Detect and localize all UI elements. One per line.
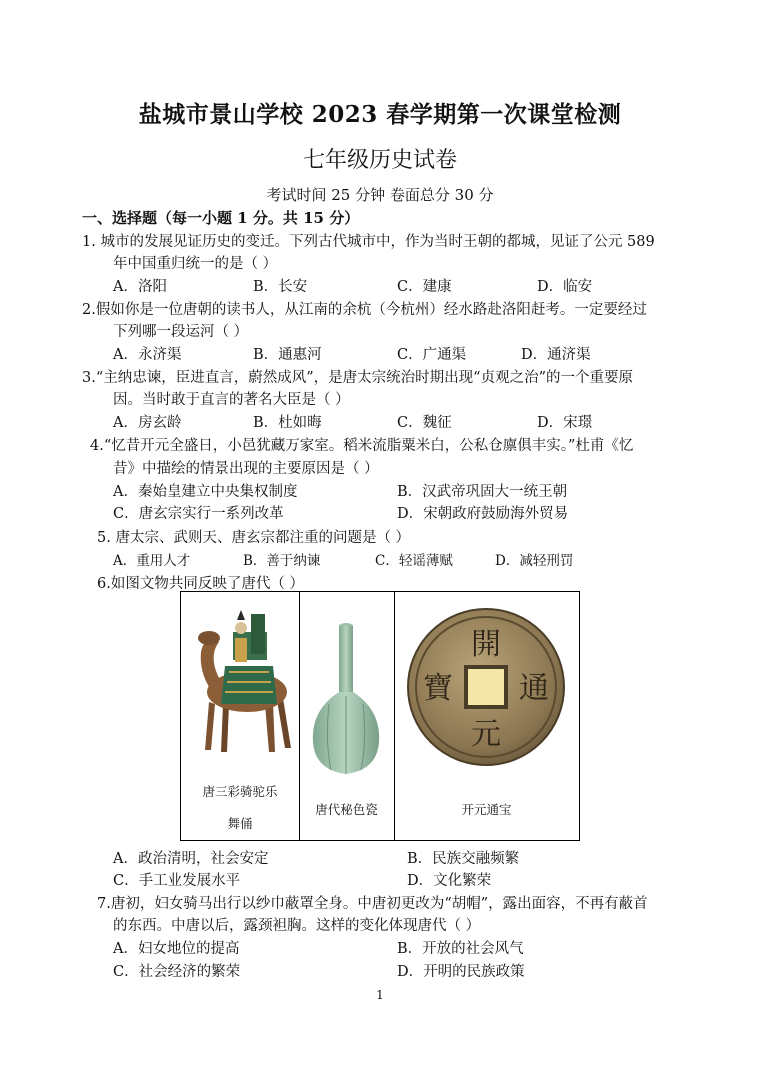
q5-option-d: D．减轻刑罚 [495, 553, 574, 569]
question-5-line-1: 5. 唐太宗、武则天、唐玄宗都注重的问题是（ ） [97, 530, 411, 546]
coin-cell [394, 592, 579, 840]
question-1-line-2: 年中国重归统一的是（ ） [113, 256, 278, 272]
q4-option-b: B．汉武帝巩固大一统王朝 [397, 484, 568, 500]
q1-option-d: D．临安 [537, 279, 593, 295]
coin-char-left: 寶 [423, 671, 453, 706]
q7-option-a: A．妇女地位的提高 [113, 941, 240, 957]
q3-option-d: D．宋璟 [537, 415, 593, 431]
coin-caption: 开元通宝 [461, 802, 512, 817]
q7-option-b: B．开放的社会风气 [397, 941, 524, 957]
question-3-line-2: 因。当时敢于直言的著名大臣是（ ） [113, 392, 350, 408]
q6-option-c: C．手工业发展水平 [113, 873, 241, 889]
q3-option-a: A．房玄龄 [113, 415, 182, 431]
coin-char-top: 開 [471, 627, 501, 662]
q5-option-b: B．善于纳谏 [243, 553, 321, 569]
q5-option-c: C．轻谣薄赋 [375, 553, 453, 569]
camel-figurine-caption-line-1: 唐三彩骑驼乐 [202, 784, 278, 799]
q5-option-a: A．重用人才 [113, 553, 191, 569]
q6-option-a: A．政治清明，社会安定 [113, 851, 269, 867]
page-title: 盐城市景山学校 2023 春学期第一次课堂检测 [138, 101, 622, 128]
coin-char-bottom: 元 [471, 717, 501, 752]
artifact-figure [180, 591, 580, 841]
question-7-line-2: 的东西。中唐以后，露颈袒胸。这样的变化体现唐代（ ） [113, 918, 481, 934]
section-heading: 一、选择题（每一小题 1 分。共 15 分） [82, 209, 360, 227]
q2-option-d: D．通济渠 [521, 347, 591, 363]
camel-figurine-cell [181, 592, 300, 840]
question-4-line-2: 昔》中描绘的情景出现的主要原因是（ ） [113, 461, 379, 477]
q3-option-c: C．魏征 [397, 415, 452, 431]
q4-option-c: C．唐玄宗实行一系列改革 [113, 506, 284, 522]
q2-option-a: A．永济渠 [113, 347, 182, 363]
question-7-line-1: 7.唐初，妇女骑马出行以纱巾蔽罩全身。中唐初更改为“胡帽”，露出面容，不再有蔽首 [97, 896, 648, 912]
question-2-line-2: 下列哪一段运河（ ） [113, 324, 249, 340]
vase-cell [299, 592, 395, 840]
question-3-line-1: 3.“主纳忠谏，臣进直言，蔚然成风”，是唐太宗统治时期出现“贞观之治”的一个重要原 [82, 370, 633, 386]
question-2-line-1: 2.假如你是一位唐朝的读书人，从江南的余杭（今杭州）经水路赴洛阳赶考。一定要经过 [82, 302, 647, 318]
celadon-vase-image [299, 592, 394, 782]
page-number: 1 [376, 988, 384, 1002]
q1-option-b: B．长安 [253, 279, 308, 295]
q2-option-b: B．通惠河 [253, 347, 322, 363]
q6-option-d: D．文化繁荣 [407, 873, 492, 889]
q4-option-d: D．宋朝政府鼓励海外贸易 [397, 506, 569, 522]
exam-meta: 考试时间 25 分钟 卷面总分 30 分 [266, 186, 494, 204]
q4-option-a: A．秦始皇建立中央集权制度 [113, 484, 298, 500]
coin-char-right: 通 [519, 671, 549, 706]
q3-option-b: B．杜如晦 [253, 415, 322, 431]
q6-option-b: B．民族交融频繁 [407, 851, 520, 867]
page-subtitle: 七年级历史试卷 [302, 148, 457, 173]
q2-option-c: C．广通渠 [397, 347, 467, 363]
question-1-line-1: 1. 城市的发展见证历史的变迁。下列古代城市中，作为当时王朝的都城，见证了公元 589 [82, 234, 655, 250]
q7-option-c: C．社会经济的繁荣 [113, 964, 241, 980]
q1-option-c: C．建康 [397, 279, 452, 295]
question-6-line-1: 6.如图文物共同反映了唐代（ ） [97, 576, 304, 592]
q7-option-d: D．开明的民族政策 [397, 964, 525, 980]
camel-figurine-caption-line-2: 舞俑 [227, 816, 253, 831]
kaiyuan-coin-image [394, 592, 579, 782]
q1-option-a: A．洛阳 [113, 279, 167, 295]
camel-figurine-image [181, 592, 299, 762]
vase-caption: 唐代秘色瓷 [315, 802, 378, 817]
question-4-line-1: 4.“忆昔开元全盛日，小邑犹藏万家室。稻米流脂粟米白，公私仓廪俱丰实。”杜甫《忆 [90, 438, 634, 454]
